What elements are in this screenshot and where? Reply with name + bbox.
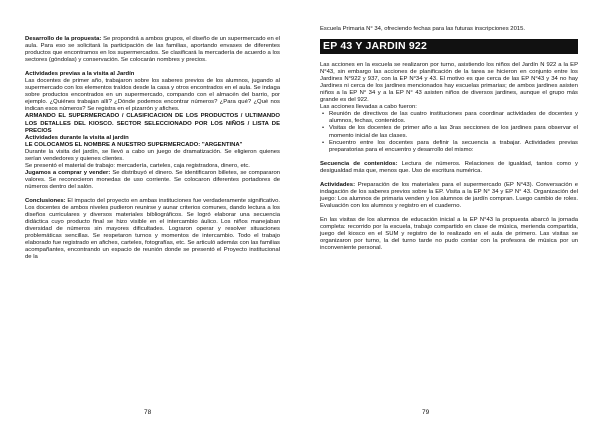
previous-activities-heading bbox=[25, 71, 280, 78]
supermarket-caps-text: ARMANDO EL SUPERMERCADO / CLASIFICACION DE LOS PRODUCTOS / ULTIMANDO LOS DETALLES DEL KIOSCO. SECTOR SELECCIONADO POR LOS NIÑOS / LISTA DE PRECIOS bbox=[25, 113, 280, 134]
proposal-label: Desarrollo de la propuesta: bbox=[25, 36, 102, 42]
content-sequence-text: Lectura de números. Relaciones de igualdad, tantos como y desigualdad más que, menos que. Uso de escritura numérica. bbox=[320, 160, 578, 174]
page-number-right: 79 bbox=[422, 409, 430, 416]
conclusions-paragraph bbox=[25, 198, 280, 261]
right-page-column bbox=[320, 26, 578, 252]
list-item: • Encuentro entre los docentes para definir la secuencia a trabajar. Actividades previas preparatorias para el encuentro y desarrollo del mismo: bbox=[329, 140, 578, 154]
supermarket-caps-heading bbox=[25, 113, 280, 134]
actions-list bbox=[320, 111, 578, 153]
previous-activities-label: Actividades previas a la visita al Jardín bbox=[25, 71, 135, 78]
activities-text: Preparación de los materiales para el supermercado (EP N°43). Conversación e indagación de los saberes previos sobre la EP. Visita a la EP N° 34 y EP N° 43. Organización del juego: Los alumnos de primaria venden y los alumnos de jardín compran. Luego cambio de roles. Evaluación con los alumnos y registro en el cuaderno. bbox=[320, 181, 578, 209]
conclusions-label: Conclusiones: bbox=[25, 197, 66, 204]
visit-activities-label: Actividades durante la visita al jardín bbox=[25, 134, 129, 141]
material-paragraph: Se presentó el material de trabajo: mercadería, carteles, caja registradora, dinero, etc. bbox=[25, 162, 250, 169]
previous-activities-text: Las docentes de primer año, trabajaron sobre los saberes previos de los alumnos, jugando al supermercado con los elementos traídos desde la casa y otros encontrados en el aula. Se indaga sobre productos encontrados en un supermercado, compando con el almacén del barrio, por ejemplo. ¿Quiénes trabajan allí? ¿Dónde podemos encontrar números? ¿Para qué? ¿Qué nos indican esos números? Se registra en el pizarrón y afiches. bbox=[25, 78, 280, 113]
buy-sell-paragraph bbox=[25, 170, 280, 191]
list-item: • Visitas de los docentes de primer año a las 3ras secciones de los jardines para observar el momento inicial de las clases. bbox=[329, 125, 578, 139]
buy-sell-text: Se distribuyó el dinero. Se identificaron billetes, se compararon valores. Se reconocieron monedas de uso corriente. Se colocaron diferentes portadores de números dentro del salón. bbox=[25, 169, 281, 190]
actions-paragraph: Las acciones en la escuela se realizaron por turno, asistiendo los niños del Jardín N 922 a la EP N°43, sin embargo las acciones de planificación de la tarea se hicieron en conjunto entre los Jardines N°922 y 937, con la EP N°34 y 43. El motivo es que cerca de las EP N°43 y 34 no hay Jardines ni cerca de los jardines mencionados hay escuelas primarias; de ambos jardines asisten niños a la EP N° 34 y a la EP N° 43 asisten niños de diversos jardines, aunque el grupo más grande es del 922. bbox=[320, 62, 578, 104]
conclusions-text: El impacto del proyecto en ambas instituciones fue verdaderamente significativo. Los docentes de ambos niveles pudieron reunirse y aunar criterios comunes, dando lectura a los diseños curriculares y diversos materiales bibliográficos. Se logró elaborar una secuencia didáctica cuyo producto final se hizo visible en el intercambio áulico. Los niños manejaban diversidad de números sin mayores dificultades. Lograron operar y resolver situaciones problemáticas sencillas. Se respetaron turnos y momentos de intercambio. Todo el trabajo elaborado fue registrado en afiches, carteles, fotografías, etc. Se articuló además con las familias acompañantes, encontrando un espacio de reunión donde se presentó el Proyecto institucional de la bbox=[25, 197, 280, 261]
actions-list-intro: Las acciones llevadas a cabo fueron: bbox=[320, 104, 417, 111]
dramatization-paragraph: Durante la visita del jardín, se llevó a cabo un juego de dramatización. Se eligieron quienes serían vendedores y quienes clientes. bbox=[25, 148, 280, 162]
section-banner: EP 43 Y JARDIN 922 bbox=[320, 39, 578, 54]
page-number-left: 78 bbox=[144, 409, 152, 416]
proposal-text: Se propondrá a ambos grupos, el diseño de un supermercado en el aula. Para eso se solicitará la participación de las familias, aportando envases de diferentes productos que encontramos en los supermercados. Se clasificará la mercadería de acuerdo a los sectores (góndolas) y conservación. Se colocarán nombres y precios. bbox=[25, 36, 280, 64]
proposal-paragraph bbox=[25, 36, 280, 64]
visit-activities-heading bbox=[25, 135, 280, 142]
left-page-column bbox=[25, 36, 280, 261]
school-continuation-paragraph: Escuela Primaria N° 34, ofreciendo fechas para las futuras inscripciones 2015. bbox=[320, 26, 526, 32]
activities-paragraph bbox=[320, 182, 578, 210]
supermarket-name-heading bbox=[25, 142, 280, 149]
visits-paragraph: En las visitas de los alumnos de educación inicial a la EP N°43 la propuesta abarcó la jornada completa: recorrido por la escuela, trabajo compartido en clase de música, merienda compartida, juego del kiosco en el SUM y registro de lo realizado en el aula de primero. Las visitas se organizaron por turno, la del turno tarde no pudo contar con la profesora de música por un inconveniente personal. bbox=[320, 216, 578, 252]
supermarket-name-text: LE COLOCAMOS EL NOMBRE A NUESTRO SUPERMERCADO: "ARGENTINA" bbox=[25, 141, 243, 148]
right-page bbox=[300, 0, 600, 425]
buy-sell-label: Jugamos a comprar y vender: bbox=[25, 169, 111, 176]
list-item: • Reunión de directivos de las cuatro instituciones para coordinar actividades de docentes y alumnos, fechas, contenidos. bbox=[329, 111, 578, 125]
content-sequence-label: Secuencia de contenidos: bbox=[320, 160, 398, 167]
activities-label: Actividades: bbox=[320, 181, 356, 188]
content-sequence-paragraph bbox=[320, 161, 578, 175]
